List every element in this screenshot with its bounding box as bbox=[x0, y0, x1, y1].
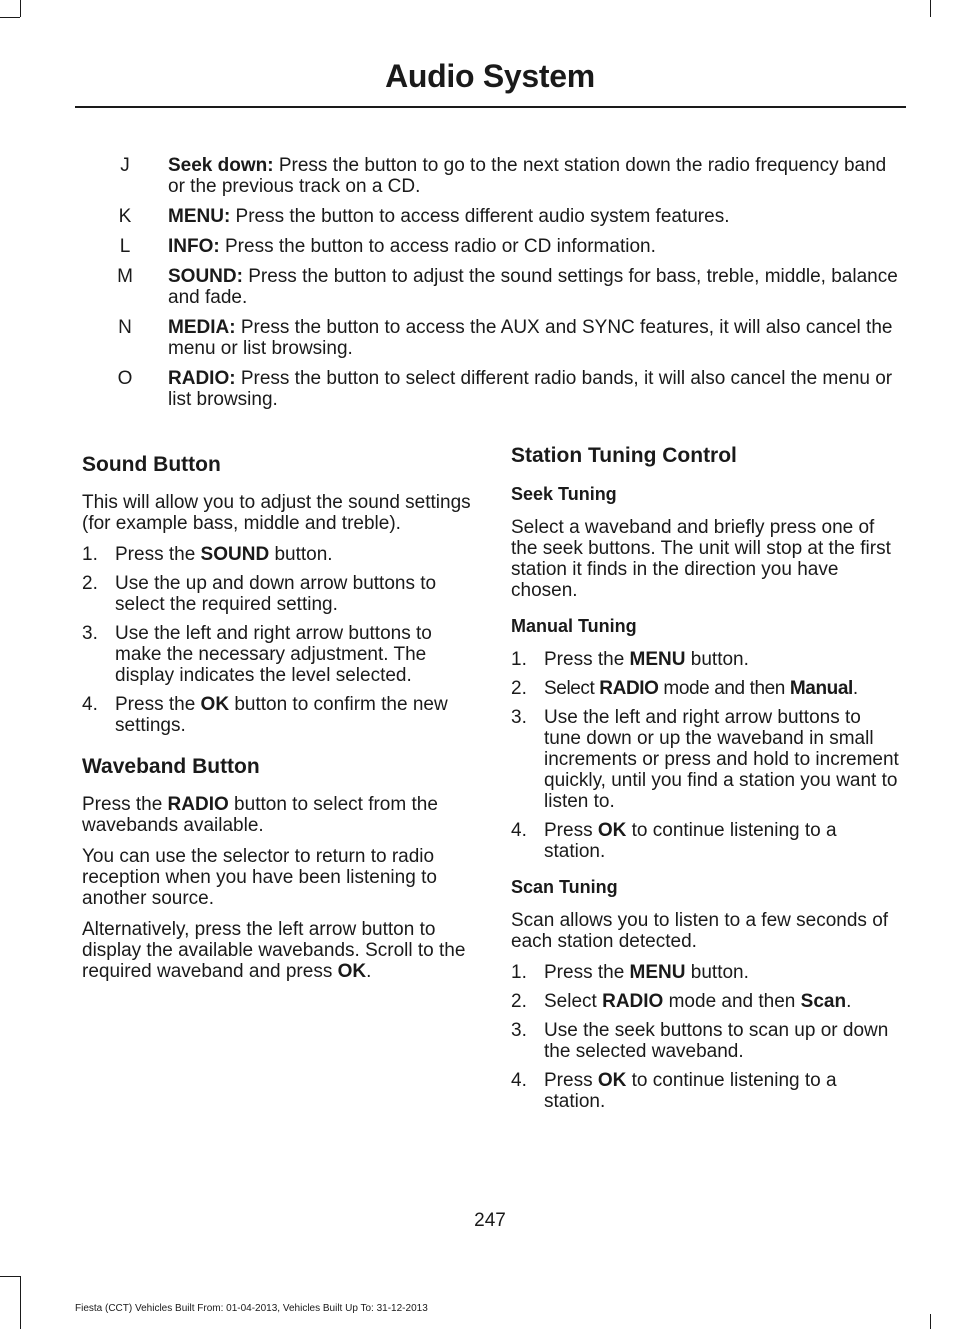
key-description: Press the button to access radio or CD information. bbox=[219, 236, 656, 257]
list-item bbox=[82, 317, 902, 359]
step-text: Press the bbox=[544, 649, 630, 670]
title-divider bbox=[75, 106, 906, 108]
list-item bbox=[82, 368, 902, 410]
waveband-paragraph-3 bbox=[82, 919, 474, 982]
sound-button-intro: This will allow you to adjust the sound settings (for example bass, middle and treble). bbox=[82, 492, 471, 534]
list-item bbox=[511, 649, 903, 670]
paragraph-keyword: RADIO bbox=[167, 794, 229, 815]
section-heading-sound-button: Sound Button bbox=[82, 453, 221, 476]
key-letter: J bbox=[120, 155, 130, 176]
step-text: Use the up and down arrow buttons to select the required setting. bbox=[115, 573, 437, 615]
step-text: button. bbox=[269, 544, 333, 565]
list-item bbox=[511, 1020, 903, 1062]
key-letter: N bbox=[118, 317, 132, 338]
list-item bbox=[82, 266, 902, 308]
step-number: 2. bbox=[511, 678, 527, 699]
paragraph-keyword: OK bbox=[337, 961, 367, 982]
subheading-manual-tuning: Manual Tuning bbox=[511, 616, 637, 636]
step-text: Use the left and right arrow buttons to tune down or up the waveband in small increments or press and hold to increment quickly, until you find a station you want to listen to. bbox=[544, 707, 899, 812]
list-item bbox=[511, 678, 903, 699]
key-label: Seek down: bbox=[168, 155, 274, 176]
step-text: Press bbox=[544, 820, 598, 841]
step-text: to continue listening to a station. bbox=[544, 1070, 837, 1112]
step-text: mode and then bbox=[658, 678, 790, 699]
paragraph-text: button to select from the wavebands available. bbox=[82, 794, 438, 836]
step-keyword: SOUND bbox=[200, 544, 270, 565]
key-description: Press the button to select different radio bands, it will also cancel the menu or list browsing. bbox=[168, 368, 893, 410]
scan-tuning-steps bbox=[511, 962, 903, 1112]
crop-mark bbox=[0, 17, 20, 18]
paragraph-text: Press the bbox=[82, 794, 168, 815]
step-text: Select bbox=[544, 678, 600, 699]
crop-mark bbox=[930, 1314, 931, 1329]
step-keyword: OK bbox=[597, 1070, 627, 1091]
step-keyword: MENU bbox=[629, 649, 686, 670]
step-number: 4. bbox=[511, 820, 527, 841]
list-item bbox=[82, 236, 902, 257]
right-column bbox=[511, 443, 903, 1122]
paragraph-text: Alternatively, press the left arrow button to display the available wavebands. Scroll to the required waveband and press bbox=[82, 919, 466, 982]
step-number: 3. bbox=[511, 707, 527, 728]
list-item bbox=[511, 707, 903, 812]
list-item bbox=[82, 694, 474, 736]
step-number: 3. bbox=[82, 623, 98, 644]
list-item bbox=[511, 991, 903, 1012]
key-description: Press the button to adjust the sound settings for bass, treble, middle, balance and fade. bbox=[168, 266, 898, 308]
manual-tuning-steps bbox=[511, 649, 903, 862]
section-heading-station-tuning: Station Tuning Control bbox=[511, 444, 737, 467]
subheading-scan-tuning: Scan Tuning bbox=[511, 877, 618, 897]
page-title: Audio System bbox=[385, 58, 595, 94]
step-text: Press the bbox=[115, 694, 201, 715]
key-letter: O bbox=[117, 368, 133, 389]
list-item bbox=[82, 573, 474, 615]
step-keyword: OK bbox=[597, 820, 627, 841]
step-text: button. bbox=[685, 649, 749, 670]
step-keyword: MENU bbox=[629, 962, 686, 983]
step-text: Use the seek buttons to scan up or down the selected waveband. bbox=[544, 1020, 889, 1062]
crop-mark bbox=[0, 1276, 20, 1277]
step-text: Use the left and right arrow buttons to make the necessary adjustment. The display indicates the level selected. bbox=[115, 623, 432, 686]
step-keyword: RADIO bbox=[602, 991, 664, 1012]
list-item bbox=[82, 155, 902, 197]
step-text: Press the bbox=[115, 544, 201, 565]
key-letter: L bbox=[119, 236, 131, 257]
step-text: button to confirm the new settings. bbox=[115, 694, 448, 736]
step-number: 4. bbox=[82, 694, 98, 715]
crop-mark bbox=[20, 0, 21, 17]
waveband-paragraph-2: You can use the selector to return to radio reception when you have been listening to another source. bbox=[82, 846, 437, 909]
key-label: MENU: bbox=[168, 206, 231, 227]
subheading-seek-tuning: Seek Tuning bbox=[511, 484, 617, 504]
step-text: to continue listening to a station. bbox=[544, 820, 837, 862]
key-letter: K bbox=[118, 206, 132, 227]
key-description: Press the button to go to the next station down the radio frequency band or the previous track on a CD. bbox=[168, 155, 887, 197]
key-label: MEDIA: bbox=[168, 317, 236, 338]
key-description: Press the button to access different audio system features. bbox=[230, 206, 730, 227]
footer-text: Fiesta (CCT) Vehicles Built From: 01-04-2013, Vehicles Built Up To: 31-12-2013 bbox=[75, 1303, 428, 1314]
crop-mark bbox=[20, 1276, 21, 1329]
list-item bbox=[82, 623, 474, 686]
waveband-paragraph-1 bbox=[82, 794, 474, 836]
crop-mark bbox=[930, 0, 931, 17]
step-number: 2. bbox=[511, 991, 527, 1012]
step-text: . bbox=[852, 678, 858, 699]
step-number: 2. bbox=[82, 573, 98, 594]
key-letter: M bbox=[117, 266, 133, 287]
list-item bbox=[511, 962, 903, 983]
step-keyword: OK bbox=[200, 694, 230, 715]
step-number: 4. bbox=[511, 1070, 527, 1091]
key-label: SOUND: bbox=[168, 266, 243, 287]
step-number: 1. bbox=[511, 962, 527, 983]
step-number: 1. bbox=[511, 649, 527, 670]
step-number: 3. bbox=[511, 1020, 527, 1041]
list-item bbox=[82, 544, 474, 565]
list-item bbox=[511, 1070, 903, 1112]
key-description: Press the button to access the AUX and SYNC features, it will also cancel the menu or list browsing. bbox=[168, 317, 893, 359]
step-text: Press bbox=[544, 1070, 598, 1091]
step-keyword: Scan bbox=[800, 991, 847, 1012]
list-item bbox=[82, 206, 902, 227]
step-text: Press the bbox=[544, 962, 630, 983]
step-text: . bbox=[846, 991, 852, 1012]
step-keyword: Manual bbox=[789, 678, 853, 699]
key-label: INFO: bbox=[168, 236, 220, 257]
sound-button-steps bbox=[82, 544, 474, 736]
left-column bbox=[82, 452, 474, 992]
scan-tuning-text: Scan allows you to listen to a few seconds of each station detected. bbox=[511, 910, 889, 952]
step-text: mode and then bbox=[663, 991, 801, 1012]
page-number: 247 bbox=[474, 1210, 506, 1231]
step-number: 1. bbox=[82, 544, 98, 565]
key-label: RADIO: bbox=[168, 368, 236, 389]
step-text: button. bbox=[685, 962, 749, 983]
list-item bbox=[511, 820, 903, 862]
paragraph-text: . bbox=[366, 961, 372, 982]
seek-tuning-text: Select a waveband and briefly press one of the seek buttons. The unit will stop at the first station it finds in the direction you have chosen. bbox=[511, 517, 891, 601]
step-keyword: RADIO bbox=[599, 678, 659, 699]
step-text: Select bbox=[544, 991, 603, 1012]
button-key-list bbox=[82, 155, 902, 419]
section-heading-waveband-button: Waveband Button bbox=[82, 755, 260, 778]
